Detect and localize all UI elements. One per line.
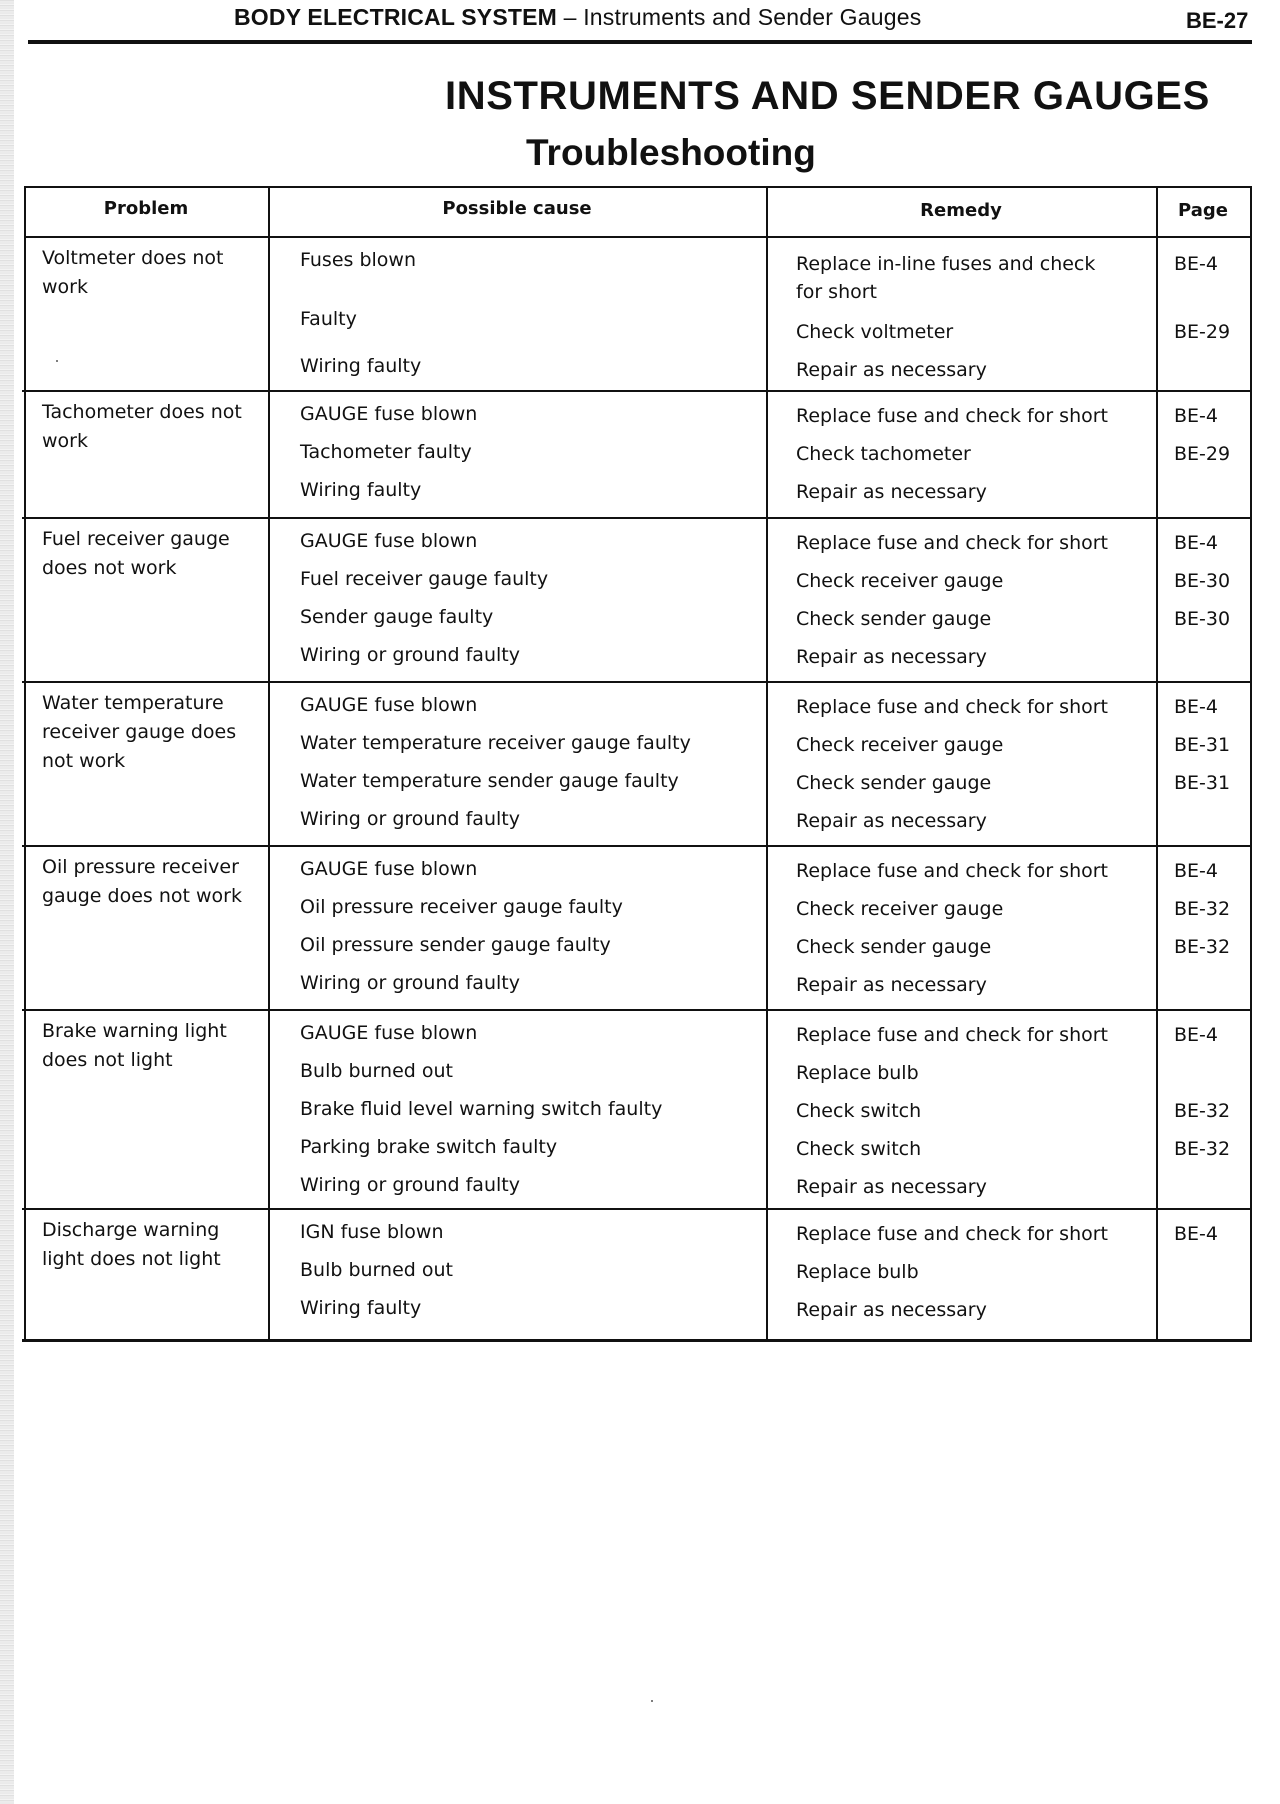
- remedy-text: Replace bulb: [796, 1261, 919, 1283]
- cause-text: GAUGE fuse blown: [300, 694, 478, 716]
- page-ref: BE-4: [1174, 1024, 1218, 1046]
- remedy-text: Repair as necessary: [796, 481, 987, 503]
- cause-text: Oil pressure receiver gauge faulty: [300, 896, 623, 918]
- page-title: INSTRUMENTS AND SENDER GAUGES: [445, 74, 1210, 118]
- remedy-text: Repair as necessary: [796, 1176, 987, 1198]
- cause-text: GAUGE fuse blown: [300, 403, 478, 425]
- problem-cell-text: Brake warning light does not light: [42, 1020, 227, 1071]
- page-ref: BE-29: [1174, 321, 1231, 343]
- cause-text: Wiring or ground faulty: [300, 972, 520, 994]
- column-divider: [1156, 186, 1158, 1341]
- row-divider: [22, 1009, 1252, 1011]
- cause-text: Wiring faulty: [300, 1297, 422, 1319]
- running-header: [234, 4, 921, 31]
- page-ref: BE-4: [1174, 860, 1218, 882]
- remedy-text: Repair as necessary: [796, 646, 987, 668]
- remedy-text: Check voltmeter: [796, 321, 954, 343]
- header-rule: [28, 40, 1252, 44]
- cause-text: Wiring or ground faulty: [300, 1174, 520, 1196]
- running-header-section: BODY ELECTRICAL SYSTEM: [234, 4, 558, 30]
- remedy-text: Check sender gauge: [796, 936, 992, 958]
- page-ref: BE-32: [1174, 898, 1231, 920]
- table-right-border: [1250, 186, 1252, 1341]
- remedy-text: Repair as necessary: [796, 1299, 987, 1321]
- page-ref: BE-4: [1174, 253, 1218, 275]
- row-divider: [22, 1208, 1252, 1210]
- remedy-text: Check tachometer: [796, 443, 971, 465]
- problem-cell-text: Oil pressure receiver gauge does not work: [42, 856, 242, 907]
- page-ref: BE-32: [1174, 1100, 1231, 1122]
- page-ref: BE-30: [1174, 608, 1231, 630]
- problem-cell-text: Tachometer does not work: [42, 401, 242, 452]
- cause-text: Oil pressure sender gauge faulty: [300, 934, 611, 956]
- row-divider: [22, 681, 1252, 683]
- page-ref: BE-32: [1174, 1138, 1231, 1160]
- page-ref: BE-4: [1174, 696, 1218, 718]
- remedy-text: Repair as necessary: [796, 359, 987, 381]
- scan-edge-artifact: [0, 0, 14, 1804]
- row-divider: [22, 390, 1252, 392]
- cause-text: Sender gauge faulty: [300, 606, 494, 628]
- cause-text: GAUGE fuse blown: [300, 530, 478, 552]
- cause-text: Fuses blown: [300, 249, 417, 271]
- scan-speck: [56, 360, 58, 362]
- header-bottom-border: [24, 236, 1252, 238]
- remedy-text: Replace in-line fuses and check for short: [796, 253, 1096, 303]
- remedy-text: Check sender gauge: [796, 608, 992, 630]
- problem-cell-text: Fuel receiver gauge does not work: [42, 528, 230, 579]
- remedy-text: Replace fuse and check for short: [796, 532, 1108, 554]
- cause-text: Wiring faulty: [300, 479, 422, 501]
- remedy-text: Check receiver gauge: [796, 570, 1004, 592]
- remedy-text: Replace fuse and check for short: [796, 405, 1108, 427]
- problem-cell-text: Voltmeter does not work: [42, 247, 224, 298]
- problem-cell-text: Discharge warning light does not light: [42, 1219, 221, 1270]
- page-ref: BE-31: [1174, 734, 1231, 756]
- cause-text: Wiring or ground faulty: [300, 808, 520, 830]
- section-subtitle: Troubleshooting: [526, 132, 816, 173]
- header-possible-cause: Possible cause: [442, 198, 592, 219]
- running-header-subsection: – Instruments and Sender Gauges: [557, 4, 922, 30]
- cause-text: Fuel receiver gauge faulty: [300, 568, 549, 590]
- header-problem: Problem: [103, 198, 189, 219]
- page-header: [0, 2, 1280, 42]
- remedy-text: Check switch: [796, 1100, 922, 1122]
- cause-text: GAUGE fuse blown: [300, 858, 478, 880]
- page-ref: BE-30: [1174, 570, 1231, 592]
- remedy-text: Check receiver gauge: [796, 898, 1004, 920]
- cause-text: Faulty: [300, 308, 357, 330]
- header-remedy: Remedy: [920, 200, 1002, 221]
- cause-text: Tachometer faulty: [300, 441, 472, 463]
- remedy-text: Replace fuse and check for short: [796, 1223, 1108, 1245]
- remedy-text: Replace fuse and check for short: [796, 696, 1108, 718]
- cause-text: Brake fluid level warning switch faulty: [300, 1098, 663, 1120]
- cause-text: Wiring faulty: [300, 355, 422, 377]
- remedy-text: Check sender gauge: [796, 772, 992, 794]
- cause-text: Bulb burned out: [300, 1259, 453, 1281]
- table-bottom-border: [22, 1339, 1252, 1342]
- table-top-border: [24, 186, 1252, 188]
- page-ref: BE-29: [1174, 443, 1231, 465]
- cause-text: Wiring or ground faulty: [300, 644, 520, 666]
- cause-text: Water temperature sender gauge faulty: [300, 770, 679, 792]
- table-left-border: [24, 186, 26, 1341]
- page-ref: BE-4: [1174, 1223, 1218, 1245]
- remedy-text: Check switch: [796, 1138, 922, 1160]
- remedy-text: Replace fuse and check for short: [796, 1024, 1108, 1046]
- cause-text: Water temperature receiver gauge faulty: [300, 732, 691, 754]
- cause-text: IGN fuse blown: [300, 1221, 444, 1243]
- page-number: BE-27: [1186, 8, 1249, 33]
- column-divider: [766, 186, 768, 1341]
- remedy-text: Check receiver gauge: [796, 734, 1004, 756]
- cause-text: Parking brake switch faulty: [300, 1136, 558, 1158]
- page-ref: BE-32: [1174, 936, 1231, 958]
- page-ref: BE-4: [1174, 532, 1218, 554]
- cause-text: GAUGE fuse blown: [300, 1022, 478, 1044]
- remedy-text: Replace fuse and check for short: [796, 860, 1108, 882]
- remedy-text: Replace bulb: [796, 1062, 919, 1084]
- page-ref: BE-4: [1174, 405, 1218, 427]
- remedy-text: Repair as necessary: [796, 974, 987, 996]
- row-divider: [22, 517, 1252, 519]
- remedy-text: Repair as necessary: [796, 810, 987, 832]
- scan-speck: [651, 1700, 653, 1702]
- cause-text: Bulb burned out: [300, 1060, 453, 1082]
- problem-cell-text: Water temperature receiver gauge does not work: [42, 692, 237, 772]
- header-page: Page: [1178, 200, 1228, 221]
- page-ref: BE-31: [1174, 772, 1231, 794]
- row-divider: [22, 845, 1252, 847]
- column-divider: [268, 186, 270, 1341]
